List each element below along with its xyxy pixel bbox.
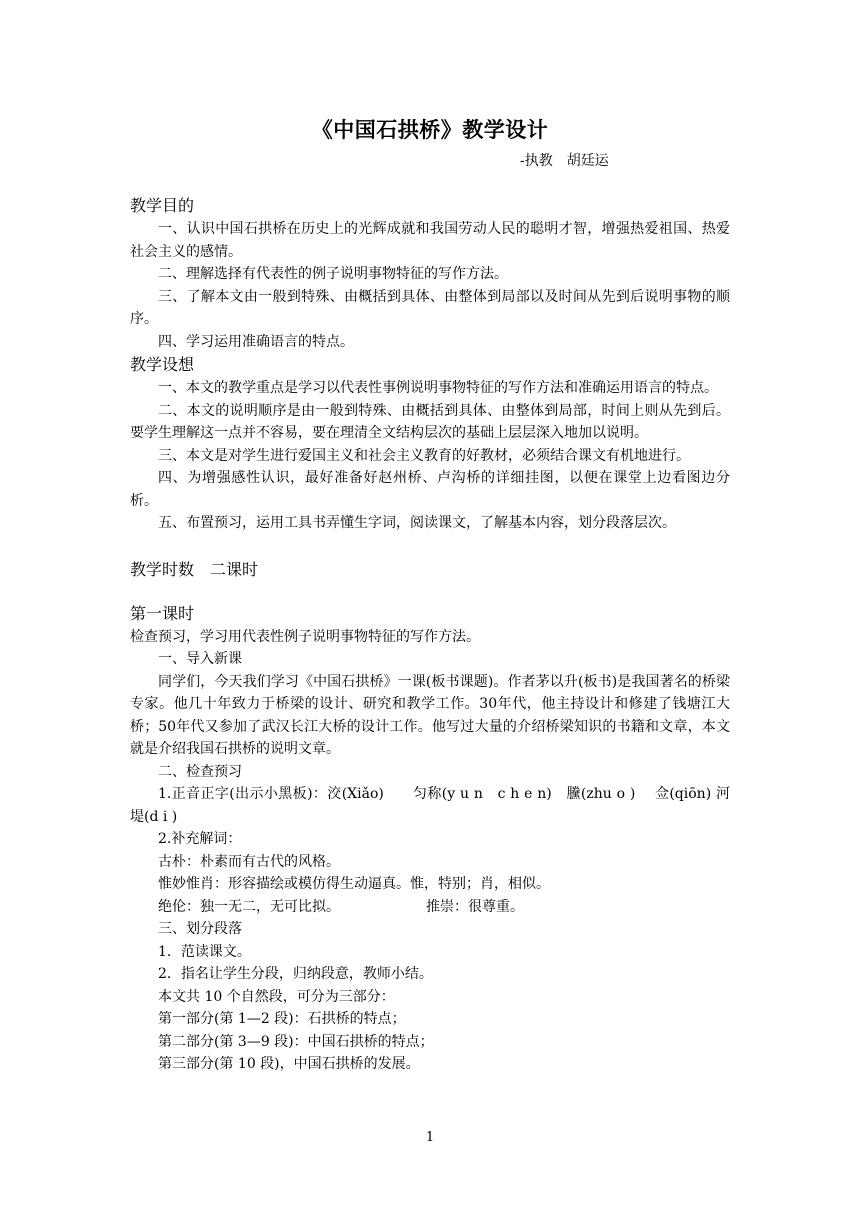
design-item: 四、为增强感性认识，最好准备好赵州桥、卢沟桥的详细挂图，以便在课堂上边看图边分析。 xyxy=(130,470,730,509)
pronunciation-list: 1.正音正字(出示小黑板)：洨(Xiǎo) 匀称(y u n c h e n) 黱(zhu o ) 佥(qiōn) 河堤(d i ) xyxy=(130,786,730,825)
goal-item: 四、学习运用准确语言的特点。 xyxy=(158,333,354,350)
vocab-heading: 2.补充解词： xyxy=(158,831,242,847)
section-lesson-1 xyxy=(130,602,730,1076)
section-heading-goals: 教学目的 xyxy=(130,196,195,215)
vocab-item-row xyxy=(130,896,730,919)
division-step: 1．范读课文。 xyxy=(158,943,251,960)
goal-item: 二、理解选择有代表性的例子说明事物特征的写作方法。 xyxy=(158,266,508,282)
vocab-item: 惟妙惟肖：形容描绘或模仿得生动逼真。惟，特别；肖，相似。 xyxy=(158,876,550,892)
vocab-item: 推崇：很尊重。 xyxy=(426,898,524,915)
document-body xyxy=(130,194,730,1076)
vocab-item: 绝伦：独一无二，无可比拟。 xyxy=(158,898,340,915)
section-heading-design: 教学设想 xyxy=(130,355,195,374)
section-design xyxy=(130,353,730,535)
part-item: 第三部分(第 10 段)，中国石拱桥的发展。 xyxy=(158,1056,420,1072)
goal-item: 一、认识中国石拱桥在历史上的光辉成就和我国劳动人民的聪明才智，增强热爱祖国、热爱社会主义的感情。 xyxy=(130,221,730,260)
division-step: 2．指名让学生分段，归纳段意，教师小结。 xyxy=(158,966,433,982)
intro-paragraph: 同学们，今天我们学习《中国石拱桥》一课(板书课题)。作者茅以升(板书)是我国著名的桥梁专家。他几十年致力于桥梁的设计、研究和教学工作。30年代，他主持设计和修建了钱塘江大桥；50年代又参加了武汉长江大桥的设计工作。他写过大量的介绍桥梁知识的书籍和文章，本文就是介绍我国石拱桥的说明文章。 xyxy=(130,673,730,757)
lesson-summary: 检查预习，学习用代表性例子说明事物特征的写作方法。 xyxy=(130,628,480,645)
section-heading-lesson-1: 第一课时 xyxy=(130,603,195,623)
spacer xyxy=(130,582,730,602)
division-step: 本文共 10 个自然段，可分为三部分： xyxy=(158,988,395,1005)
spacer xyxy=(130,535,730,558)
part-item: 第一部分(第 1—2 段)：石拱桥的特点； xyxy=(158,1011,406,1027)
document-title: 《中国石拱桥》教学设计 xyxy=(311,117,549,142)
subheading-intro: 一、导入新课 xyxy=(158,651,242,667)
part-item: 第二部分(第 3—9 段)：中国石拱桥的特点； xyxy=(158,1033,434,1050)
subheading-check: 二、检查预习 xyxy=(158,763,242,780)
design-item: 五、布置预习，运用工具书弄懂生字词，阅读课文，了解基本内容，划分段落层次。 xyxy=(158,515,676,531)
page-number: 1 xyxy=(425,1130,435,1145)
section-heading-hours: 教学时数 二课时 xyxy=(130,559,259,579)
vocab-item: 古朴：朴素而有古代的风格。 xyxy=(158,853,340,870)
design-item: 三、本文是对学生进行爱国主义和社会主义教育的好教材，必须结合课文有机地进行。 xyxy=(158,447,690,464)
section-goals xyxy=(130,194,730,353)
author-byline: -执教 胡廷运 xyxy=(520,153,609,169)
design-item: 一、本文的教学重点是学习以代表性事例说明事物特征的写作方法和准确运用语言的特点。 xyxy=(158,380,718,396)
goal-item: 三、了解本文由一般到特殊、由概括到具体、由整体到局部以及时间从先到后说明事物的顺序。 xyxy=(130,288,730,327)
subheading-division: 三、划分段落 xyxy=(158,921,242,937)
design-item: 二、本文的说明顺序是由一般到特殊、由概括到具体、由整体到局部，时间上则从先到后。要学生理解这一点并不容易，要在理清全文结构层次的基础上层层深入地加以说明。 xyxy=(130,402,730,441)
